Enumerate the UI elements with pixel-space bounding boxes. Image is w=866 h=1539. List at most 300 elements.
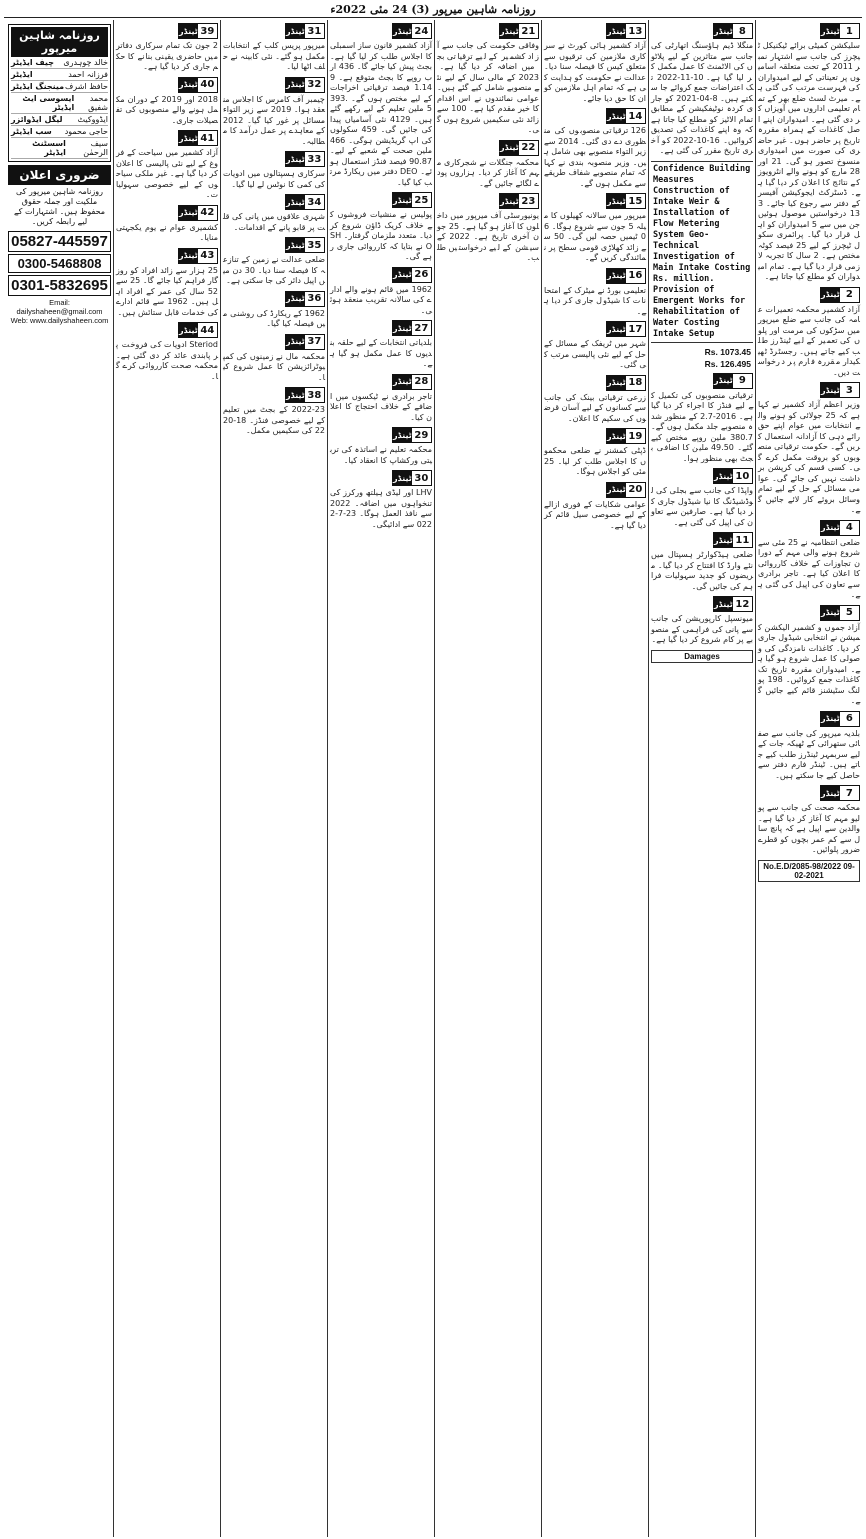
notice-body: روزنامہ شاہین میرپور کی ملکیت اور جملہ حقوق محفوظ ہیں۔ اشتہارات کے لیے رابطہ کریں۔	[13, 187, 106, 226]
imprint-header: روزنامہ شاہین میرپور	[11, 27, 108, 57]
tender-badge-row	[330, 320, 432, 336]
tender-badge	[820, 382, 860, 398]
tender-text: 25 ہزار سے زائد افراد کو روزگار فراہم کیا جائے گا۔ 25 سے 52 سال کی عمر کے افراد اہل ہیں۔ 1962 سے قائم ادارے کی خدمات قابل ستائش ہیں۔	[116, 265, 219, 317]
tender-text: تاجر برادری نے ٹیکسوں میں اضافے کے خلاف احتجاج کا اعلان کیا۔	[330, 391, 432, 422]
tender-item	[223, 23, 325, 73]
tender-number: 30	[412, 471, 431, 485]
tender-number: 5	[840, 606, 859, 620]
tender-item	[544, 375, 646, 425]
tender-number: 23	[519, 194, 538, 208]
tender-text: سلیکشن کمیٹی برائے ٹیکنیکل ٹیچرز کی جانب سے اشتہار نمبر 2011 کے تحت متعلقہ اسامیوں پر تعیناتی کے لیے امیدواران کی فہرست مرتب کی گئی ہے۔ میرٹ لسٹ ضلع بھر کے تمام تعلیمی اداروں میں آویزاں کر دی گئی ہے۔ امیدواران اپنے اصل کاغذات کے ہمراہ مقررہ تاریخ پر حاضر ہوں۔ غیر حاضری کی صورت میں امیدواری منسوخ تصور ہو گی۔ 21 اور 28 مارچ کو ہونے والے انٹرویوز کے نتائج کا اعلان کر دیا گیا ہے۔ ڈسٹرکٹ ایجوکیشن آفیسر کے دفتر سے رجوع کیا جائے۔ 313 درخواستیں موصول ہوئیں جن میں سے 5 امیدواران کو اہل قرار دیا گیا۔ پرائمری سکول ٹیچرز کے لیے 25 فیصد کوٹہ مختص ہے۔ 2 سال کا تجربہ لازمی قرار دیا گیا ہے۔ تمام امیدواران کو مطلع کیا جاتا ہے۔	[758, 41, 861, 281]
imprint-name: حافظ اشرف	[65, 82, 108, 91]
tender-item	[544, 428, 646, 478]
column-2	[648, 20, 755, 1537]
tender-badge-label: ٹینڈر	[393, 24, 412, 38]
tender-badge-label: ٹینڈر	[714, 469, 733, 483]
tender-badge	[820, 287, 860, 303]
tender-badge-label: ٹینڈر	[286, 24, 305, 38]
tender-badge-label: ٹینڈر	[500, 24, 519, 38]
tender-text: سرکاری ہسپتالوں میں ادویات کی کمی کا نوٹس لے لیا گیا۔	[223, 169, 325, 189]
tender-badge	[285, 291, 325, 307]
tender-badge	[606, 193, 646, 209]
tender-number: 26	[412, 268, 431, 282]
tender-badge-label: ٹینڈر	[607, 376, 626, 390]
tender-badge-row	[758, 785, 860, 801]
tender-badge	[392, 427, 432, 443]
tender-badge-label: ٹینڈر	[821, 521, 840, 535]
tender-number: 12	[733, 597, 752, 611]
tender-text: واپڈا کی جانب سے بجلی کی لوڈشیڈنگ کا نیا شیڈول جاری کر دیا گیا ہے۔ صارفین سے تعاون کی اپیل کی گئی ہے۔	[651, 486, 753, 527]
tender-badge-label: ٹینڈر	[607, 194, 626, 208]
tender-badge-label: ٹینڈر	[607, 483, 626, 497]
imprint-row	[11, 81, 108, 93]
amount-line: Rs. 126.495	[704, 358, 751, 369]
imprint-role: اسسٹنٹ ایڈیٹر	[32, 139, 66, 157]
tender-badge	[713, 373, 753, 389]
tender-text: منگلا ڈیم ہاؤسنگ اتھارٹی کی جانب سے متاثرین کے لیے پلاٹوں کی الاٹمنٹ کا عمل مکمل کر لیا گیا ہے۔ 10-11-2022 تک اعتراضات جمع کروائے جا سکتے ہیں۔ 8-04-2021 کو جاری کردہ نوٹیفکیشن کے مطابق تمام الاٹیز کو مطلع کیا جاتا ہے کہ وہ اپنے کاغذات کی تصدیق کروائیں۔ 16-10-2022 کو آخری تاریخ مقرر کی گئی ہے۔	[651, 41, 753, 155]
tender-text: آزاد کشمیر محکمہ تعمیرات عامہ کی جانب سے ضلع میرپور میں سڑکوں کی مرمت اور پلوں کی تعمیر کے لیے ٹینڈرز طلب کیے جاتے ہیں۔ رجسٹرڈ ٹھیکیدار مقررہ فارم پر درخواست دیں۔	[758, 304, 860, 377]
tender-badge-row	[330, 427, 432, 443]
tender-badge	[499, 140, 539, 156]
tender-item	[758, 711, 860, 782]
tender-item	[116, 130, 218, 201]
column-4	[434, 20, 541, 1537]
imprint-name: سیف الرحمٰن	[83, 139, 108, 157]
tender-badge-label: ٹینڈر	[607, 109, 626, 123]
tender-text: ضلعی ہیڈکوارٹر ہسپتال میں نئے وارڈ کا افتتاح کر دیا گیا۔ مریضوں کو جدید سہولیات فراہم کی جائیں گی۔	[651, 550, 753, 591]
tender-badge-label: ٹینڈر	[393, 321, 412, 335]
tender-item	[544, 108, 646, 189]
tender-badge-label: ٹینڈر	[286, 335, 305, 349]
tender-number: 15	[626, 194, 645, 208]
tender-badge	[606, 482, 646, 498]
tender-number: 32	[305, 78, 324, 92]
tender-text: محکمہ صحت کی جانب سے پولیو مہم کا آغاز کر دیا گیا ہے۔ والدین سے اپیل ہے کہ پانچ سال سے کم عمر بچوں کو قطرے ضرور پلوائیں۔	[758, 803, 860, 854]
tender-badge	[285, 151, 325, 167]
tender-badge	[713, 596, 753, 612]
phone-number[interactable]: 0300-5468808	[8, 254, 111, 273]
tender-text: یونیورسٹی آف میرپور میں داخلوں کا آغاز ہو گیا ہے۔ 25 جون آخری تاریخ ہے۔ 2022 کے سیشن کے لیے درخواستیں طلب۔	[437, 211, 539, 262]
tender-badge-row	[330, 470, 432, 486]
tender-badge	[606, 268, 646, 284]
column-6	[220, 20, 327, 1537]
tender-badge-label: ٹینڈر	[500, 194, 519, 208]
tender-number: 42	[198, 206, 217, 220]
imprint-role: مینجنگ ایڈیٹر	[11, 82, 65, 91]
tender-item	[223, 387, 325, 437]
imprint-name: محمد شفیق	[88, 94, 108, 112]
tender-item	[330, 23, 432, 188]
tender-badge-label: ٹینڈر	[286, 238, 305, 252]
tender-badge-label: ٹینڈر	[393, 268, 412, 282]
tender-text: ڈپٹی کمشنر نے ضلعی محکموں کا اجلاس طلب کر لیا۔ 25 مئی کو اجلاس ہوگا۔	[544, 446, 646, 476]
tender-item	[544, 482, 646, 532]
tender-badge	[285, 387, 325, 403]
tender-number: 16	[626, 269, 645, 283]
tender-number: 22	[519, 141, 538, 155]
tender-text: شہر میں ٹریفک کے مسائل کے حل کے لیے نئی پالیسی مرتب کی گئی۔	[544, 339, 646, 369]
tender-badge	[713, 468, 753, 484]
tender-number: 7	[840, 786, 859, 800]
tender-text: کشمیری عوام نے یوم یکجہتی منایا۔	[116, 222, 218, 242]
imprint-role: لیگل ایڈوائزر	[11, 115, 63, 124]
tender-badge-label: ٹینڈر	[179, 78, 198, 92]
tender-item	[330, 267, 432, 317]
tender-number: 40	[198, 78, 217, 92]
tender-text: وزیر اعظم آزاد کشمیر نے کہا ہے کہ 25 جولائی کو ہونے والے انتخابات میں عوام اپنے حق رائے دہی کا آزادانہ استعمال کریں گے۔ حکومت ترقیاتی منصوبوں کو بروقت مکمل کرے گی۔ کسی قسم کی کرپشن برداشت نہیں کی جائے گی۔ عوامی مسائل کے حل کے لیے تمام وسائل بروئے کار لائے جائیں گے۔	[758, 400, 860, 514]
tender-badge-label: ٹینڈر	[393, 375, 412, 389]
tender-badge-row	[544, 268, 646, 284]
tender-badge-row	[330, 267, 432, 283]
tender-badge	[713, 23, 753, 39]
tender-item	[330, 470, 432, 530]
tender-badge-label: ٹینڈر	[179, 24, 198, 38]
notice-title: ضروری اعلان	[8, 165, 111, 185]
tender-item	[758, 520, 860, 601]
tender-badge	[499, 23, 539, 39]
tender-badge-label: ٹینڈر	[393, 193, 412, 207]
tender-item	[116, 205, 218, 244]
tender-badge	[606, 375, 646, 391]
tender-item	[437, 140, 539, 190]
imprint-role: ایڈیٹر	[11, 70, 33, 79]
tender-badge	[285, 237, 325, 253]
tender-badge-row	[651, 468, 753, 484]
tender-text: 1962 میں قائم ہونے والے ادارے کی سالانہ تقریب منعقد ہوئی۔	[330, 284, 432, 315]
tender-text: 2022-23 کے بجٹ میں تعلیم کے لیے خصوصی فنڈز۔ 18-2022 کی سکیمیں مکمل۔	[223, 405, 325, 435]
tender-badge	[178, 248, 218, 264]
imprint-name: فرزانہ احمد	[68, 70, 108, 79]
tender-number: 38	[305, 388, 324, 402]
tender-badge-row	[651, 532, 753, 548]
amount-line: Rs. 1073.45	[704, 346, 751, 357]
tender-item	[223, 237, 325, 287]
tender-number: 4	[840, 521, 859, 535]
tender-number: 17	[626, 322, 645, 336]
tender-number: 2	[840, 288, 859, 302]
tender-badge-label: ٹینڈر	[179, 323, 198, 337]
tender-badge-row	[116, 205, 218, 221]
imprint-row	[11, 57, 108, 69]
tender-badge-label: ٹینڈر	[500, 141, 519, 155]
tender-number: 39	[198, 24, 217, 38]
tender-text: 126 ترقیاتی منصوبوں کی منظوری دے دی گئی۔ 2014 سے زیر التواء منصوبے بھی شامل ہیں۔ وزیر منصوبہ بندی نے کہا کہ تمام منصوبے شفاف طریقے سے مکمل ہوں گے۔	[544, 126, 646, 188]
tender-number: 37	[305, 335, 324, 349]
tender-item	[223, 151, 325, 190]
imprint-role: چیف ایڈیٹر	[11, 58, 54, 67]
tender-badge	[820, 23, 860, 39]
imprint-row	[11, 69, 108, 81]
tender-item	[330, 427, 432, 466]
tender-text: ترقیاتی منصوبوں کی تکمیل کے لیے فنڈز کا اجراء کر دیا گیا ہے۔ 2016-2.7 کے منظور شدہ منصوبے جلد مکمل ہوں گے۔ 380.7 ملین روپے مختص کیے گئے۔ 49.50 ملین کا اضافی بجٹ بھی منظور ہوا۔	[651, 390, 753, 463]
tender-item	[116, 23, 218, 73]
tender-item	[651, 532, 753, 592]
phone-number[interactable]: 0301-5832695	[8, 275, 111, 296]
tender-badge	[178, 322, 218, 338]
tender-badge-row	[651, 596, 753, 612]
tender-badge	[606, 108, 646, 124]
imprint-row	[11, 138, 108, 159]
tender-number: 41	[198, 131, 217, 145]
tender-number: 43	[198, 249, 217, 263]
tender-badge-row	[223, 334, 325, 350]
tender-item	[544, 193, 646, 264]
tender-badge	[178, 130, 218, 146]
tender-item	[223, 77, 325, 148]
tender-text: زرعی ترقیاتی بینک کی جانب سے کسانوں کے لیے آسان قرضوں کی سکیم کا اعلان۔	[544, 392, 646, 423]
tender-badge-row	[223, 387, 325, 403]
tender-item	[651, 373, 753, 465]
tender-text: 2 جون تک تمام سرکاری دفاتر میں حاضری یقینی بنانے کا حکم جاری کر دیا گیا ہے۔	[116, 41, 218, 71]
column-8-imprint	[6, 20, 113, 1537]
damages-label: Damages	[651, 650, 753, 663]
tender-badge-label: ٹینڈر	[714, 597, 733, 611]
tender-badge-row	[544, 108, 646, 124]
tender-text: 1962 کے ریکارڈ کی روشنی میں فیصلہ کیا گیا۔	[223, 308, 325, 328]
tender-number: 13	[626, 24, 645, 38]
tender-badge-row	[223, 77, 325, 93]
column-5	[327, 20, 434, 1537]
tender-badge-row	[758, 23, 860, 39]
tender-badge-label: ٹینڈر	[179, 249, 198, 263]
imprint-name: خالد چوہدری	[63, 58, 108, 67]
tender-item	[116, 248, 218, 319]
tender-number: 21	[519, 24, 538, 38]
tender-badge-row	[223, 194, 325, 210]
tender-badge	[820, 785, 860, 801]
web-contact[interactable]: Email: dailyshaheen@gmail.com Web: www.dailyshaheen.com	[10, 298, 109, 325]
tender-badge-row	[223, 237, 325, 253]
tender-item	[544, 268, 646, 318]
tender-badge-row	[330, 374, 432, 390]
tender-item	[651, 596, 753, 646]
tender-item	[651, 23, 753, 157]
tender-badge	[499, 193, 539, 209]
tender-item	[544, 23, 646, 104]
tender-badge-label: ٹینڈر	[179, 206, 198, 220]
tender-badge-row	[651, 23, 753, 39]
tender-text: آزاد کشمیر قانون ساز اسمبلی کا اجلاس طلب کر لیا گیا ہے۔ بجٹ پیش کیا جائے گا۔ 436 ارب روپے کا بجٹ متوقع ہے۔ 91.14 فیصد ترقیاتی اخراجات کے لیے مختص ہوں گے۔ 393.5 ملین تعلیم کے لیے رکھے گئے ہیں۔ 4129 نئی آسامیاں پیدا کی جائیں گی۔ 459 سکولوں کی اپ گریڈیشن ہوگی۔ 466 ملین صحت کے شعبے کے لیے۔ 90.87 فیصد فنڈز استعمال ہوئے۔ DEO دفتر میں ریکارڈ مرتب کیا گیا۔	[330, 41, 433, 187]
phone-number[interactable]: 05827-445597	[8, 231, 111, 252]
tender-badge	[392, 23, 432, 39]
tender-badge	[178, 77, 218, 93]
tender-item	[758, 605, 860, 707]
tender-text: LHV اور لیڈی ہیلتھ ورکرز کی تنخواہوں میں اضافہ۔ 2022 سے نافذ العمل ہوگا۔ 23-7-2022 سے ادائیگی۔	[330, 488, 432, 529]
tender-text: محکمہ تعلیم نے اساتذہ کی تربیتی ورکشاپ کا انعقاد کیا۔	[330, 445, 432, 465]
tender-text: تعلیمی بورڈ نے میٹرک کے امتحانات کا شیڈول جاری کر دیا ہے۔	[544, 285, 646, 316]
tender-badge-row	[437, 140, 539, 156]
tender-number: 31	[305, 24, 324, 38]
tender-badge-row	[116, 130, 218, 146]
tender-item	[223, 194, 325, 233]
tender-badge	[820, 605, 860, 621]
tender-number: 36	[305, 292, 324, 306]
tender-number: 10	[733, 469, 752, 483]
tender-number: 28	[412, 375, 431, 389]
tender-text: ضلعی انتظامیہ نے 25 مئی سے شروع ہونے والی مہم کے دوران تجاوزات کے خلاف کارروائی کا اعلان کیا ہے۔ تاجر برادری سے تعاون کی اپیل کی گئی ہے۔	[758, 537, 861, 599]
tender-number: 35	[305, 238, 324, 252]
imprint-name: حاجی محمود	[64, 127, 108, 136]
tender-badge-label: ٹینڈر	[821, 712, 840, 726]
tender-badge-row	[758, 711, 860, 727]
tender-badge	[285, 23, 325, 39]
tender-text: میونسپل کارپوریشن کی جانب سے پانی کی فراہمی کے منصوبے پر کام شروع کر دیا گیا ہے۔	[651, 614, 753, 644]
tender-text: محکمہ جنگلات نے شجرکاری مہم کا آغاز کر دیا۔ ہزاروں پودے لگائے جائیں گے۔	[437, 157, 539, 188]
tender-badge	[285, 194, 325, 210]
tender-text: وفاقی حکومت کی جانب سے آزاد کشمیر کے لیے ترقیاتی بجٹ میں اضافہ کر دیا گیا ہے۔ 2023 کے مالی سال کے لیے نئے منصوبے شامل کیے گئے ہیں۔ عوامی نمائندوں نے اس اقدام کا خیر مقدم کیا ہے۔ 100 سے زائد نئی سکیمیں شروع ہوں گی۔	[437, 41, 539, 134]
tender-badge-label: ٹینڈر	[286, 195, 305, 209]
tender-badge	[392, 320, 432, 336]
tender-badge-label: ٹینڈر	[179, 131, 198, 145]
tender-badge-row	[758, 287, 860, 303]
tender-number: 29	[412, 428, 431, 442]
tender-badge-row	[116, 23, 218, 39]
column-3	[541, 20, 648, 1537]
newspaper-page	[4, 2, 862, 1537]
tender-badge-row	[330, 23, 432, 39]
tender-text: شہری علاقوں میں پانی کی قلت پر قابو پانے کے اقدامات۔	[223, 212, 325, 232]
tender-badge-row	[330, 192, 432, 208]
tender-item	[437, 193, 539, 264]
tender-badge-label: ٹینڈر	[286, 388, 305, 402]
tender-badge-label: ٹینڈر	[821, 786, 840, 800]
tender-badge-label: ٹینڈر	[607, 429, 626, 443]
tender-badge-label: ٹینڈر	[286, 152, 305, 166]
tender-number: 25	[412, 193, 431, 207]
tender-badge	[285, 77, 325, 93]
tender-badge-label: ٹینڈر	[393, 428, 412, 442]
tender-badge-label: ٹینڈر	[607, 322, 626, 336]
tender-badge	[392, 267, 432, 283]
tender-text: آزاد کشمیر میں سیاحت کے فروغ کے لیے نئی پالیسی کا اعلان کر دیا گیا ہے۔ غیر ملکی سیاحوں کے لیے خصوصی سہولیات۔	[116, 148, 218, 199]
tender-item	[758, 785, 860, 856]
tender-number: 11	[733, 533, 752, 547]
tender-number: 9	[733, 374, 752, 388]
tender-badge-row	[223, 23, 325, 39]
tender-badge	[606, 23, 646, 39]
imprint-row	[11, 114, 108, 126]
tender-badge-label: ٹینڈر	[286, 78, 305, 92]
tender-badge-row	[223, 291, 325, 307]
tender-badge-row	[758, 382, 860, 398]
tender-badge	[606, 321, 646, 337]
tender-number: 20	[626, 483, 645, 497]
tender-badge	[178, 205, 218, 221]
tender-badge-row	[651, 373, 753, 389]
tender-badge-row	[758, 605, 860, 621]
tender-number: 8	[733, 24, 752, 38]
tender-badge-row	[544, 375, 646, 391]
tender-text: پولیس نے منشیات فروشوں کے خلاف کریک ڈاؤن شروع کر دیا۔ متعدد ملزمان گرفتار۔ SHO نے بتایا کہ کارروائی جاری رہے گی۔	[330, 210, 432, 261]
imprint-row	[11, 93, 108, 114]
tender-number: 44	[198, 323, 217, 337]
tender-number: 33	[305, 152, 324, 166]
tender-item	[437, 23, 539, 136]
tender-number: 6	[840, 712, 859, 726]
tender-badge-label: ٹینڈر	[607, 24, 626, 38]
tender-badge-label: ٹینڈر	[821, 288, 840, 302]
tender-badge-label: ٹینڈر	[607, 269, 626, 283]
tender-text: میرپور پریس کلب کے انتخابات مکمل ہو گئے۔ نئی کابینہ نے حلف اٹھا لیا۔	[223, 41, 325, 71]
tender-badge-row	[544, 428, 646, 444]
tender-badge-label: ٹینڈر	[286, 292, 305, 306]
tender-badge-row	[544, 193, 646, 209]
tender-item	[330, 192, 432, 263]
tender-badge-row	[116, 77, 218, 93]
tender-badge-row	[544, 482, 646, 498]
tender-item	[223, 334, 325, 384]
tender-badge-label: ٹینڈر	[714, 533, 733, 547]
tender-badge	[392, 192, 432, 208]
tender-badge	[820, 520, 860, 536]
tender-badge	[392, 470, 432, 486]
column-1	[755, 20, 862, 1537]
tender-text: ضلعی عدالت نے زمین کے تنازعہ کا فیصلہ سنا دیا۔ 30 دن میں اپیل دائر کی جا سکتی ہے۔	[223, 255, 325, 285]
imprint-role: سب ایڈیٹر	[11, 127, 52, 136]
tender-badge-label: ٹینڈر	[714, 24, 733, 38]
tender-item	[544, 321, 646, 371]
tender-item	[330, 374, 432, 424]
tender-item	[758, 382, 860, 516]
tender-number: 24	[412, 24, 431, 38]
tender-badge-row	[116, 322, 218, 338]
tender-number: 14	[626, 109, 645, 123]
column-7	[113, 20, 220, 1537]
tender-number: 3	[840, 383, 859, 397]
masthead-title: روزنامہ شاہین میرپور (3) 24 مئی 2022ء	[330, 3, 536, 16]
tender-badge	[178, 23, 218, 39]
tender-text: بلدیہ میرپور کی جانب سے صفائی ستھرائی کے ٹھیکہ جات کے لیے سربمہر ٹینڈرز طلب کیے جاتے ہیں۔ ٹینڈر فارم دفتر سے حاصل کیے جا سکتے ہیں۔	[758, 728, 860, 780]
tender-item	[116, 322, 218, 382]
tender-badge-row	[758, 520, 860, 536]
tender-badge-label: ٹینڈر	[821, 383, 840, 397]
tender-item	[330, 320, 432, 370]
tender-number: 18	[626, 376, 645, 390]
tender-text: 2018 اور 2019 کے دوران مکمل ہونے والے منصوبوں کی تفصیلات جاری۔	[116, 94, 218, 125]
tender-badge	[392, 374, 432, 390]
tender-text: آزاد کشمیر ہائی کورٹ نے سرکاری ملازمین کی ترقیوں سے متعلق کیس کا فیصلہ سنا دیا۔ عدالت نے حکومت کو ہدایت کی ہے کہ تمام اہل ملازمین کو ان کا حق دیا جائے۔	[544, 41, 646, 103]
imprint-name: ایڈووکیٹ	[77, 115, 108, 124]
tender-badge-row	[437, 193, 539, 209]
tender-item	[116, 77, 218, 127]
tender-item	[223, 291, 325, 330]
tender-item	[758, 287, 860, 379]
tender-text: بلدیاتی انتخابات کے لیے حلقہ بندیوں کا عمل مکمل ہو گیا ہے۔	[330, 338, 432, 368]
tender-badge-row	[116, 248, 218, 264]
tender-text: میرپور میں سالانہ کھیلوں کا میلہ 5 جون سے شروع ہوگا۔ 60 ٹیمیں حصہ لیں گی۔ 50 سے زائد کھلاڑی قومی سطح پر نمائندگی کریں گے۔	[544, 211, 646, 262]
tender-text: عوامی شکایات کے فوری ازالے کے لیے خصوصی سیل قائم کر دیا گیا ہے۔	[544, 499, 646, 530]
tender-badge-label: ٹینڈر	[393, 471, 412, 485]
tender-number: 27	[412, 321, 431, 335]
tender-number: 19	[626, 429, 645, 443]
english-project-block: Confidence Building Measures Construction of Intake Weir & Installation of Flow Metering System Geo-Technical Investigation of Main Intake Costing Rs. million. Provision of Emergent Works for Rehabilitation of Water Costing Intake Setup	[651, 161, 753, 343]
tender-text: آزاد جموں و کشمیر الیکشن کمیشن نے انتخابی شیڈول جاری کر دیا۔ کاغذات نامزدگی کی وصولی کا عمل شروع ہو گیا ہے۔ امیدواران مقررہ تاریخ تک کاغذات جمع کروائیں۔ 198 پولنگ سٹیشنز قائم کیے جائیں گے۔	[758, 622, 860, 705]
tender-text: Steriod ادویات کی فروخت پر پابندی عائد کر دی گئی ہے۔ محکمہ صحت کارروائی کرے گا۔	[116, 340, 218, 381]
tender-item	[651, 468, 753, 528]
tender-badge-row	[437, 23, 539, 39]
tender-badge	[285, 334, 325, 350]
tender-badge-label: ٹینڈر	[821, 606, 840, 620]
tender-number: 1	[840, 24, 859, 38]
tender-badge-row	[544, 321, 646, 337]
tender-text: چیمبر آف کامرس کا اجلاس منعقد ہوا۔ 2019 سے زیر التواء مسائل پر غور کیا گیا۔ 2012 کے معاہدے پر عمل درآمد کا مطالبہ۔	[223, 94, 326, 146]
columns-container	[4, 20, 862, 1537]
tender-text: محکمہ مال نے زمینوں کی کمپیوٹرائزیشن کا عمل شروع کیا۔	[223, 351, 325, 382]
page-masthead	[4, 2, 862, 18]
tender-badge	[606, 428, 646, 444]
tender-badge	[820, 711, 860, 727]
imprint-box	[8, 24, 111, 162]
